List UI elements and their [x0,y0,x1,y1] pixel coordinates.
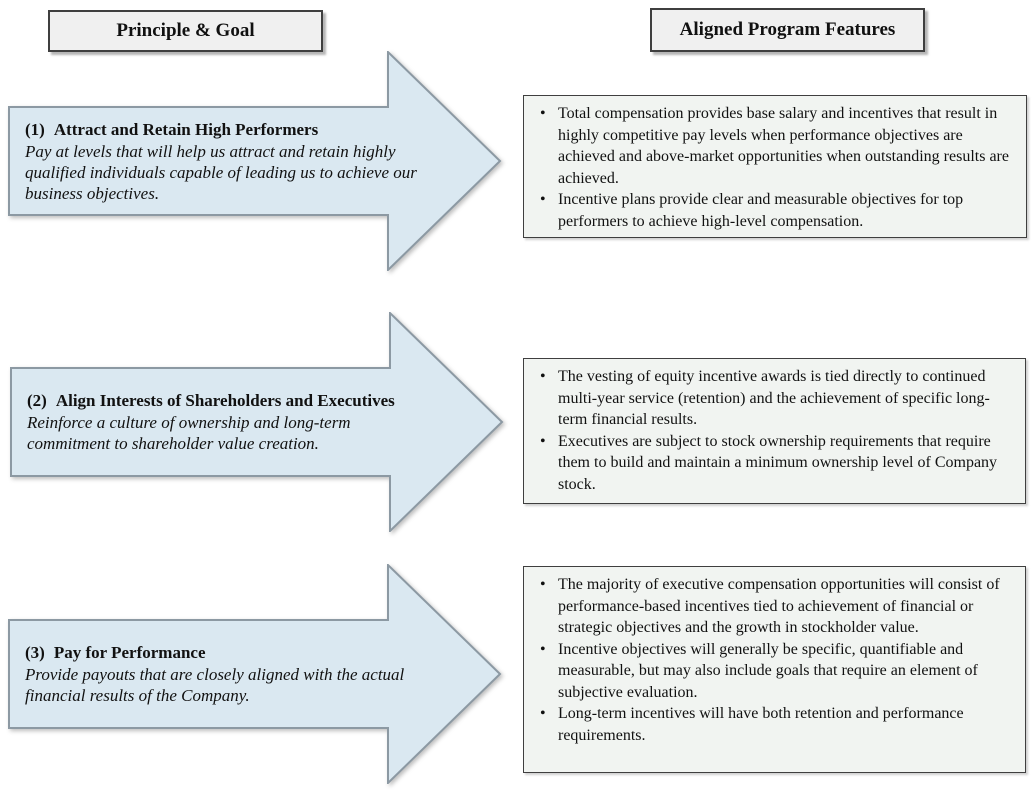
program-features-box-2 [523,358,1026,504]
aligned-program-features-header [650,8,925,52]
principle-3-text [25,620,465,728]
feature-bullet: • Total compensation provides base salary and incentives that result in highly competitive pay levels when performance objectives are achieved and above-market opportunities when outstanding results are achieved. [524,103,1012,189]
principle-1-number: (1) [25,119,45,139]
feature-bullet: • The majority of executive compensation opportunities will consist of performance-based incentives tied to achievement of financial or strategic objectives and the growth in stockholder value. [524,574,1011,639]
feature-bullet: • Incentive plans provide clear and measurable objectives for top performers to achieve high-level compensation. [524,189,1012,232]
principle-3-title: Pay for Performance [53,643,206,662]
program-features-list-3 [524,567,1025,746]
principle-goal-header [48,10,323,52]
principle-2-text [27,368,467,476]
feature-bullet: • The vesting of equity incentive awards is tied directly to continued multi-year service (retention) and the achievement of specific long-term financial results. [524,366,1011,431]
feature-bullet: • Long-term incentives will have both retention and performance requirements. [524,703,1011,746]
program-features-list-1 [524,96,1026,232]
principle-3-title-line [25,642,465,664]
principle-2-title-line [27,390,467,412]
principle-3-number: (3) [25,643,45,662]
program-features-box-1 [523,95,1027,238]
principle-1-text [25,107,465,215]
principle-1-goal: Pay at levels that will help us attract and retain highly qualified individuals capable of leading us to achieve our business objectives. [25,141,417,203]
program-features-box-3 [523,566,1026,773]
principle-2-number: (2) [27,391,47,410]
aligned-program-features-header-label: Aligned Program Features [679,19,896,40]
principle-goal-header-label: Principle & Goal [116,20,255,41]
feature-bullet: • Incentive objectives will generally be specific, quantifiable and measurable, but may also include goals that require an element of subjective evaluation. [524,639,1011,704]
feature-bullet: • Executives are subject to stock ownership requirements that require them to build and maintain a minimum ownership level of Company stock. [524,431,1011,496]
principle-3-goal: Provide payouts that are closely aligned with the actual financial results of the Company. [25,665,405,705]
principle-1-title: Attract and Retain High Performers [53,119,319,139]
program-features-list-2 [524,359,1025,495]
principle-2-title: Align Interests of Shareholders and Executives [55,391,395,410]
principle-2-goal: Reinforce a culture of ownership and long-term commitment to shareholder value creation. [27,413,351,453]
principle-1-title-line [25,119,465,141]
